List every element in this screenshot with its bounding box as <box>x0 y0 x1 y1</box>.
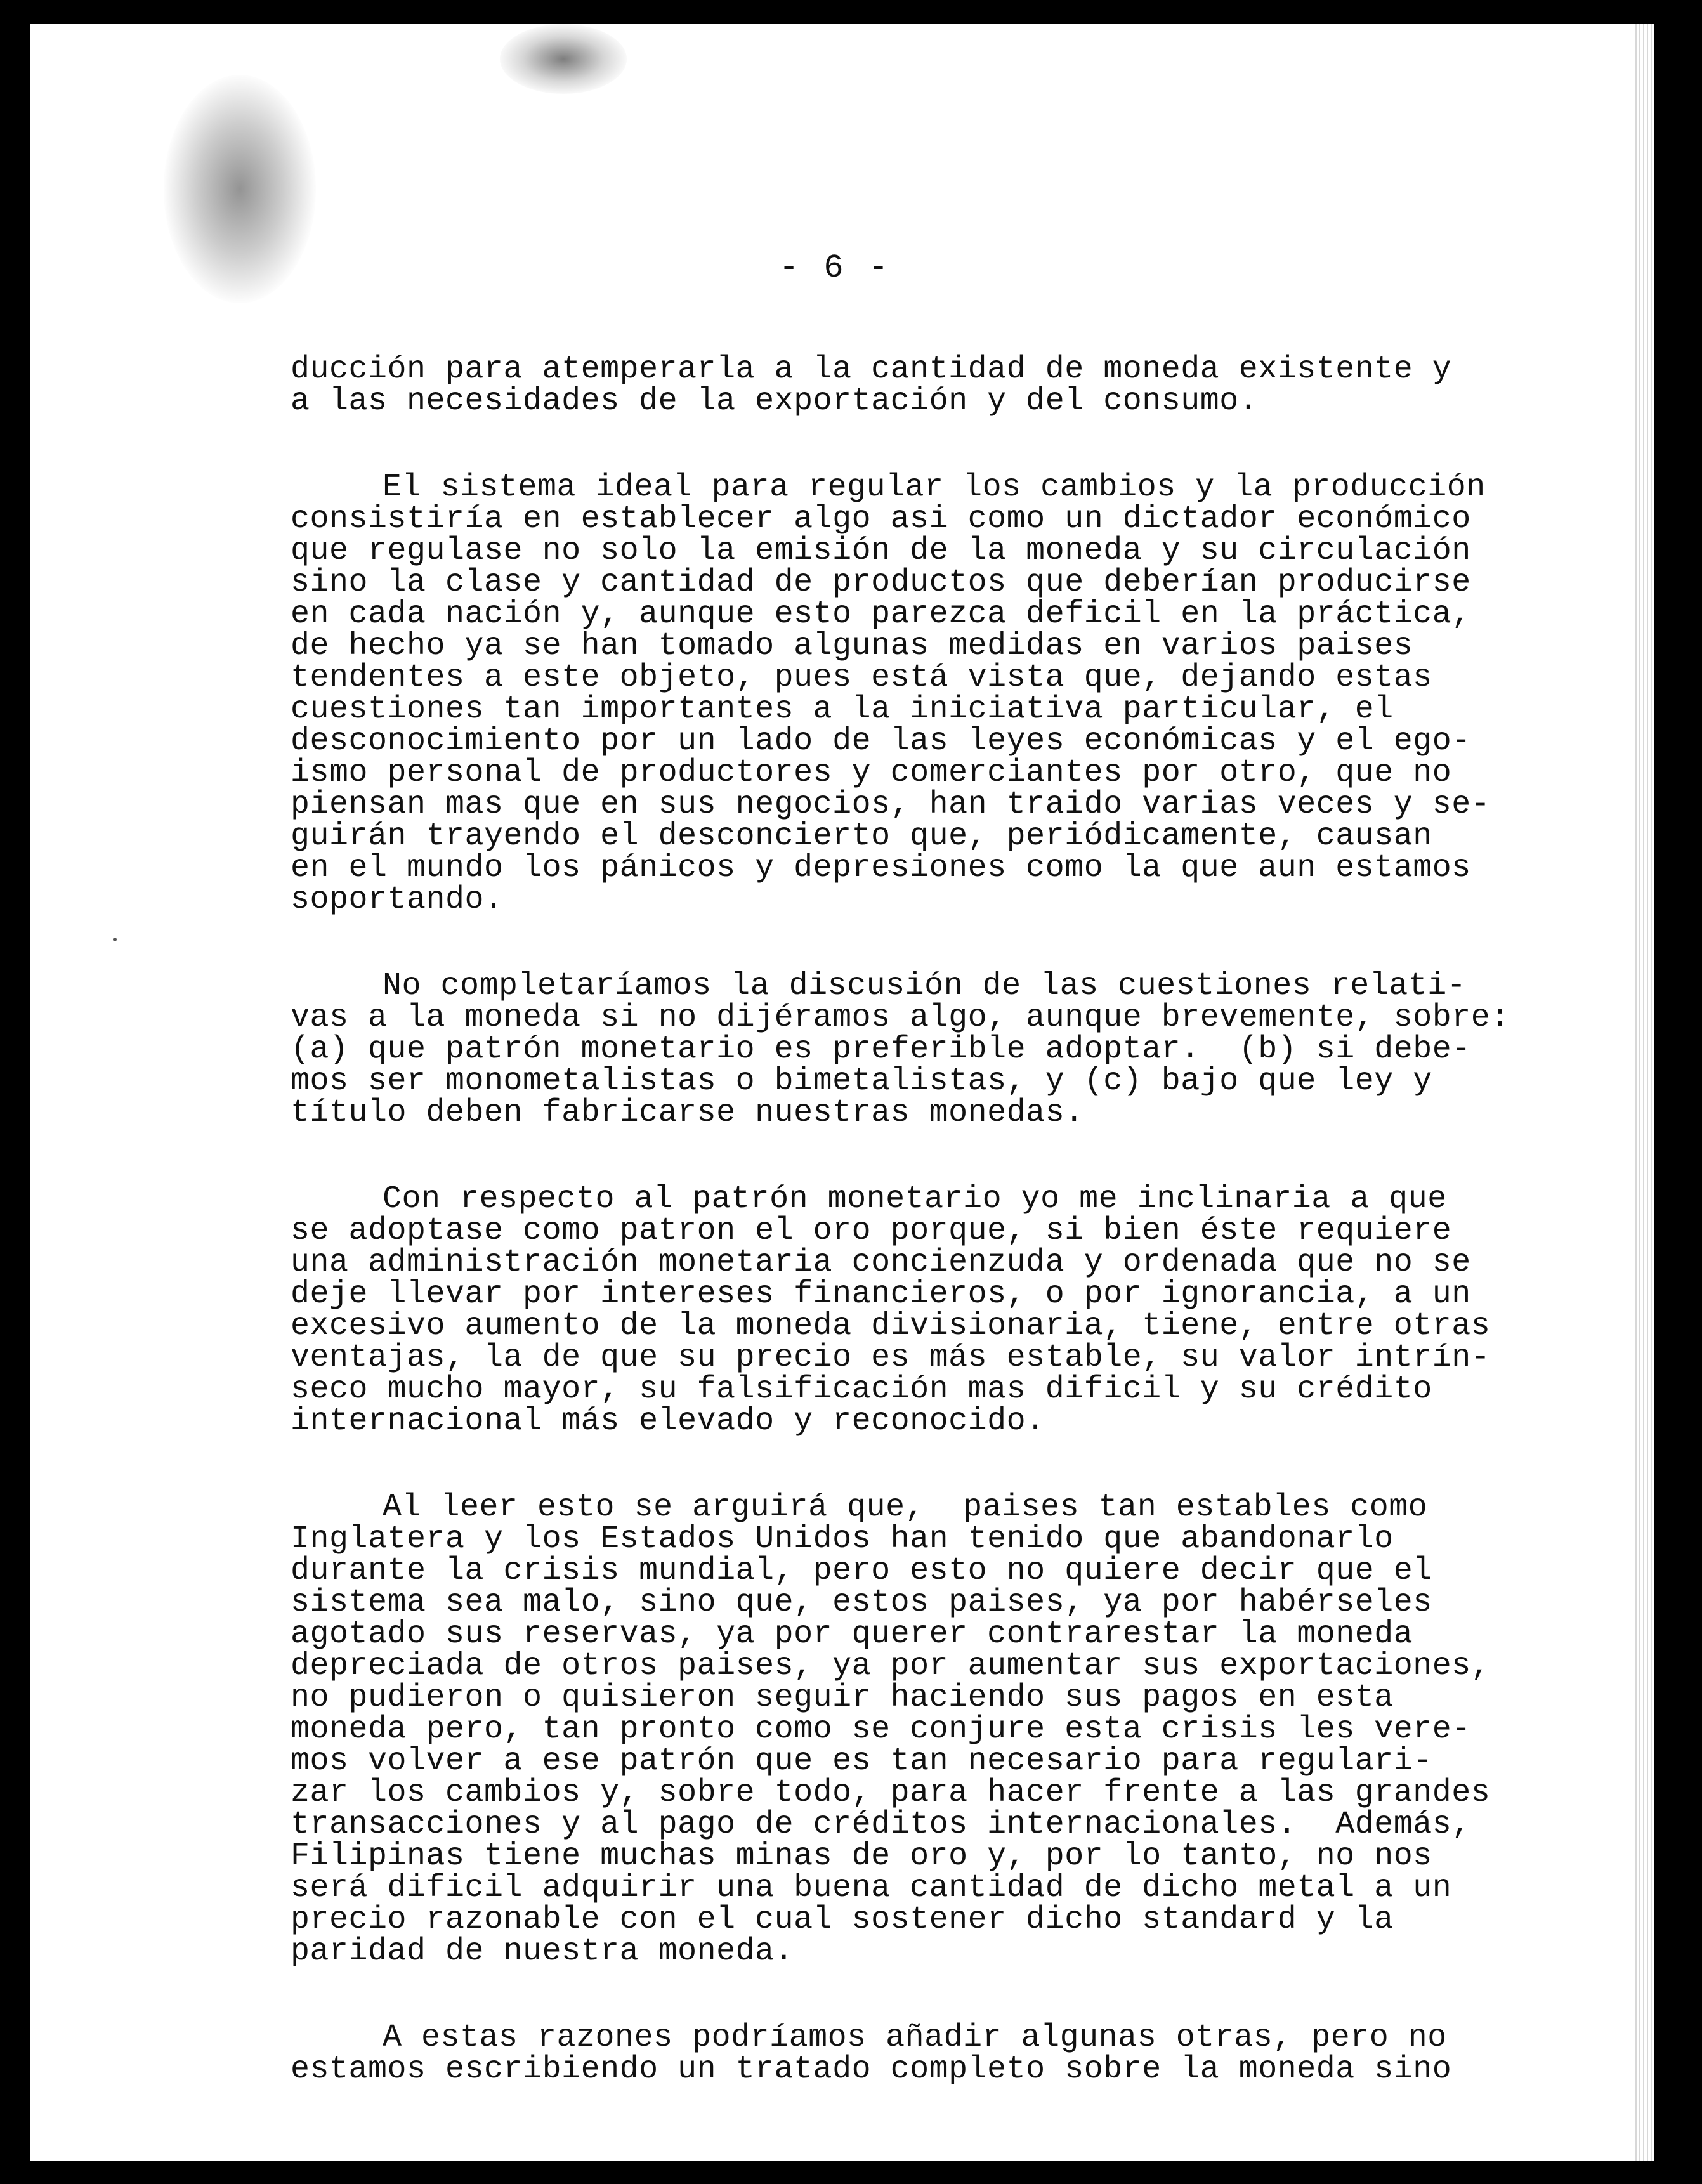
text-line: precio razonable con el cual sostener dicho standard y la <box>291 1902 1394 1938</box>
text-line: Inglatera y los Estados Unidos han tenido que abandonarlo <box>291 1521 1394 1557</box>
text-line: consistiría en establecer algo asi como un dictador económico <box>291 501 1471 537</box>
text-line: será dificil adquirir una buena cantidad de dicho metal a un <box>291 1870 1452 1906</box>
paragraph <box>291 351 1521 419</box>
text-line: Filipinas tiene muchas minas de oro y, por lo tanto, no nos <box>291 1838 1432 1874</box>
text-line: en cada nación y, aunque esto parezca deficil en la práctica, <box>291 596 1471 632</box>
text-line: (a) que patrón monetario es preferible adoptar. (b) si debe- <box>291 1031 1471 1068</box>
paragraph <box>291 1489 1521 1970</box>
text-line: ducción para atemperarla a la cantidad de moneda existente y <box>291 351 1452 388</box>
text-line: ventajas, la de que su precio es más estable, su valor intrín- <box>291 1340 1491 1376</box>
text-line: se adoptase como patron el oro porque, si bien éste requiere <box>291 1213 1452 1249</box>
text-line: mos volver a ese patrón que es tan necesario para regulari- <box>291 1743 1432 1779</box>
text-line: excesivo aumento de la moneda divisionaria, tiene, entre otras <box>291 1308 1491 1344</box>
page-number: - 6 - <box>779 249 891 287</box>
text-line: una administración monetaria concienzuda y ordenada que no se <box>291 1245 1471 1281</box>
text-line: piensan mas que en sus negocios, han traido varias veces y se- <box>291 787 1491 823</box>
text-line: Con respecto al patrón monetario yo me inclinaria a que <box>383 1181 1447 1217</box>
stray-mark <box>113 938 117 941</box>
text-line: título deben fabricarse nuestras monedas. <box>291 1095 1084 1131</box>
text-line: depreciada de otros paises, ya por aumentar sus exportaciones, <box>291 1648 1491 1684</box>
text-line: vas a la moneda si no dijéramos algo, aunque brevemente, sobre: <box>291 1000 1510 1036</box>
text-line: ismo personal de productores y comerciantes por otro, que no <box>291 755 1452 791</box>
text-line: A estas razones podríamos añadir algunas otras, pero no <box>383 2020 1447 2056</box>
text-line: zar los cambios y, sobre todo, para hacer frente a las grandes <box>291 1775 1491 1811</box>
page-edge-stack <box>1635 24 1654 2161</box>
text-line: no pudieron o quisieron seguir haciendo sus pagos en esta <box>291 1680 1394 1716</box>
text-line: agotado sus reservas, ya por querer contrarestar la moneda <box>291 1616 1413 1652</box>
text-line: durante la crisis mundial, pero esto no quiere decir que el <box>291 1553 1432 1589</box>
paragraph <box>291 968 1521 1131</box>
text-line: en el mundo los pánicos y depresiones como la que aun estamos <box>291 850 1471 886</box>
text-line: Al leer esto se arguirá que, paises tan estables como <box>383 1489 1428 1526</box>
ink-smudge-left <box>164 75 316 303</box>
text-line: seco mucho mayor, su falsificación mas dificil y su crédito <box>291 1371 1432 1408</box>
text-line: sistema sea malo, sino que, estos paises, ya por habérseles <box>291 1585 1432 1621</box>
text-line: de hecho ya se han tomado algunas medidas en varios paises <box>291 628 1413 664</box>
text-line: que regulase no solo la emisión de la moneda y su circulación <box>291 533 1471 569</box>
text-line: sino la clase y cantidad de productos que deberían producirse <box>291 565 1471 601</box>
text-line: tendentes a este objeto, pues está vista que, dejando estas <box>291 660 1432 696</box>
text-line: a las necesidades de la exportación y del consumo. <box>291 383 1259 419</box>
paragraph <box>291 2022 1521 2086</box>
text-line: estamos escribiendo un tratado completo sobre la moneda sino <box>291 2051 1452 2088</box>
paragraph <box>291 1181 1521 1439</box>
text-line: paridad de nuestra moneda. <box>291 1933 794 1970</box>
document-page <box>30 24 1654 2161</box>
body-text <box>291 351 1521 2140</box>
text-line: transacciones y al pago de créditos internacionales. Además, <box>291 1807 1471 1843</box>
text-line: deje llevar por intereses financieros, o por ignorancia, a un <box>291 1276 1471 1312</box>
text-line: moneda pero, tan pronto como se conjure esta crisis les vere- <box>291 1711 1471 1748</box>
text-line: guirán trayendo el desconcierto que, periódicamente, causan <box>291 818 1432 854</box>
text-line: El sistema ideal para regular los cambios y la producción <box>383 469 1486 506</box>
text-line: desconocimiento por un lado de las leyes económicas y el ego- <box>291 723 1471 759</box>
text-line: soportando. <box>291 882 504 918</box>
text-line: cuestiones tan importantes a la iniciativa particular, el <box>291 691 1394 728</box>
ink-smudge-top <box>500 24 627 94</box>
text-line: No completaríamos la discusión de las cuestiones relati- <box>383 968 1467 1004</box>
text-line: internacional más elevado y reconocido. <box>291 1403 1045 1439</box>
text-line: mos ser monometalistas o bimetalistas, y (c) bajo que ley y <box>291 1063 1432 1099</box>
paragraph <box>291 469 1521 918</box>
